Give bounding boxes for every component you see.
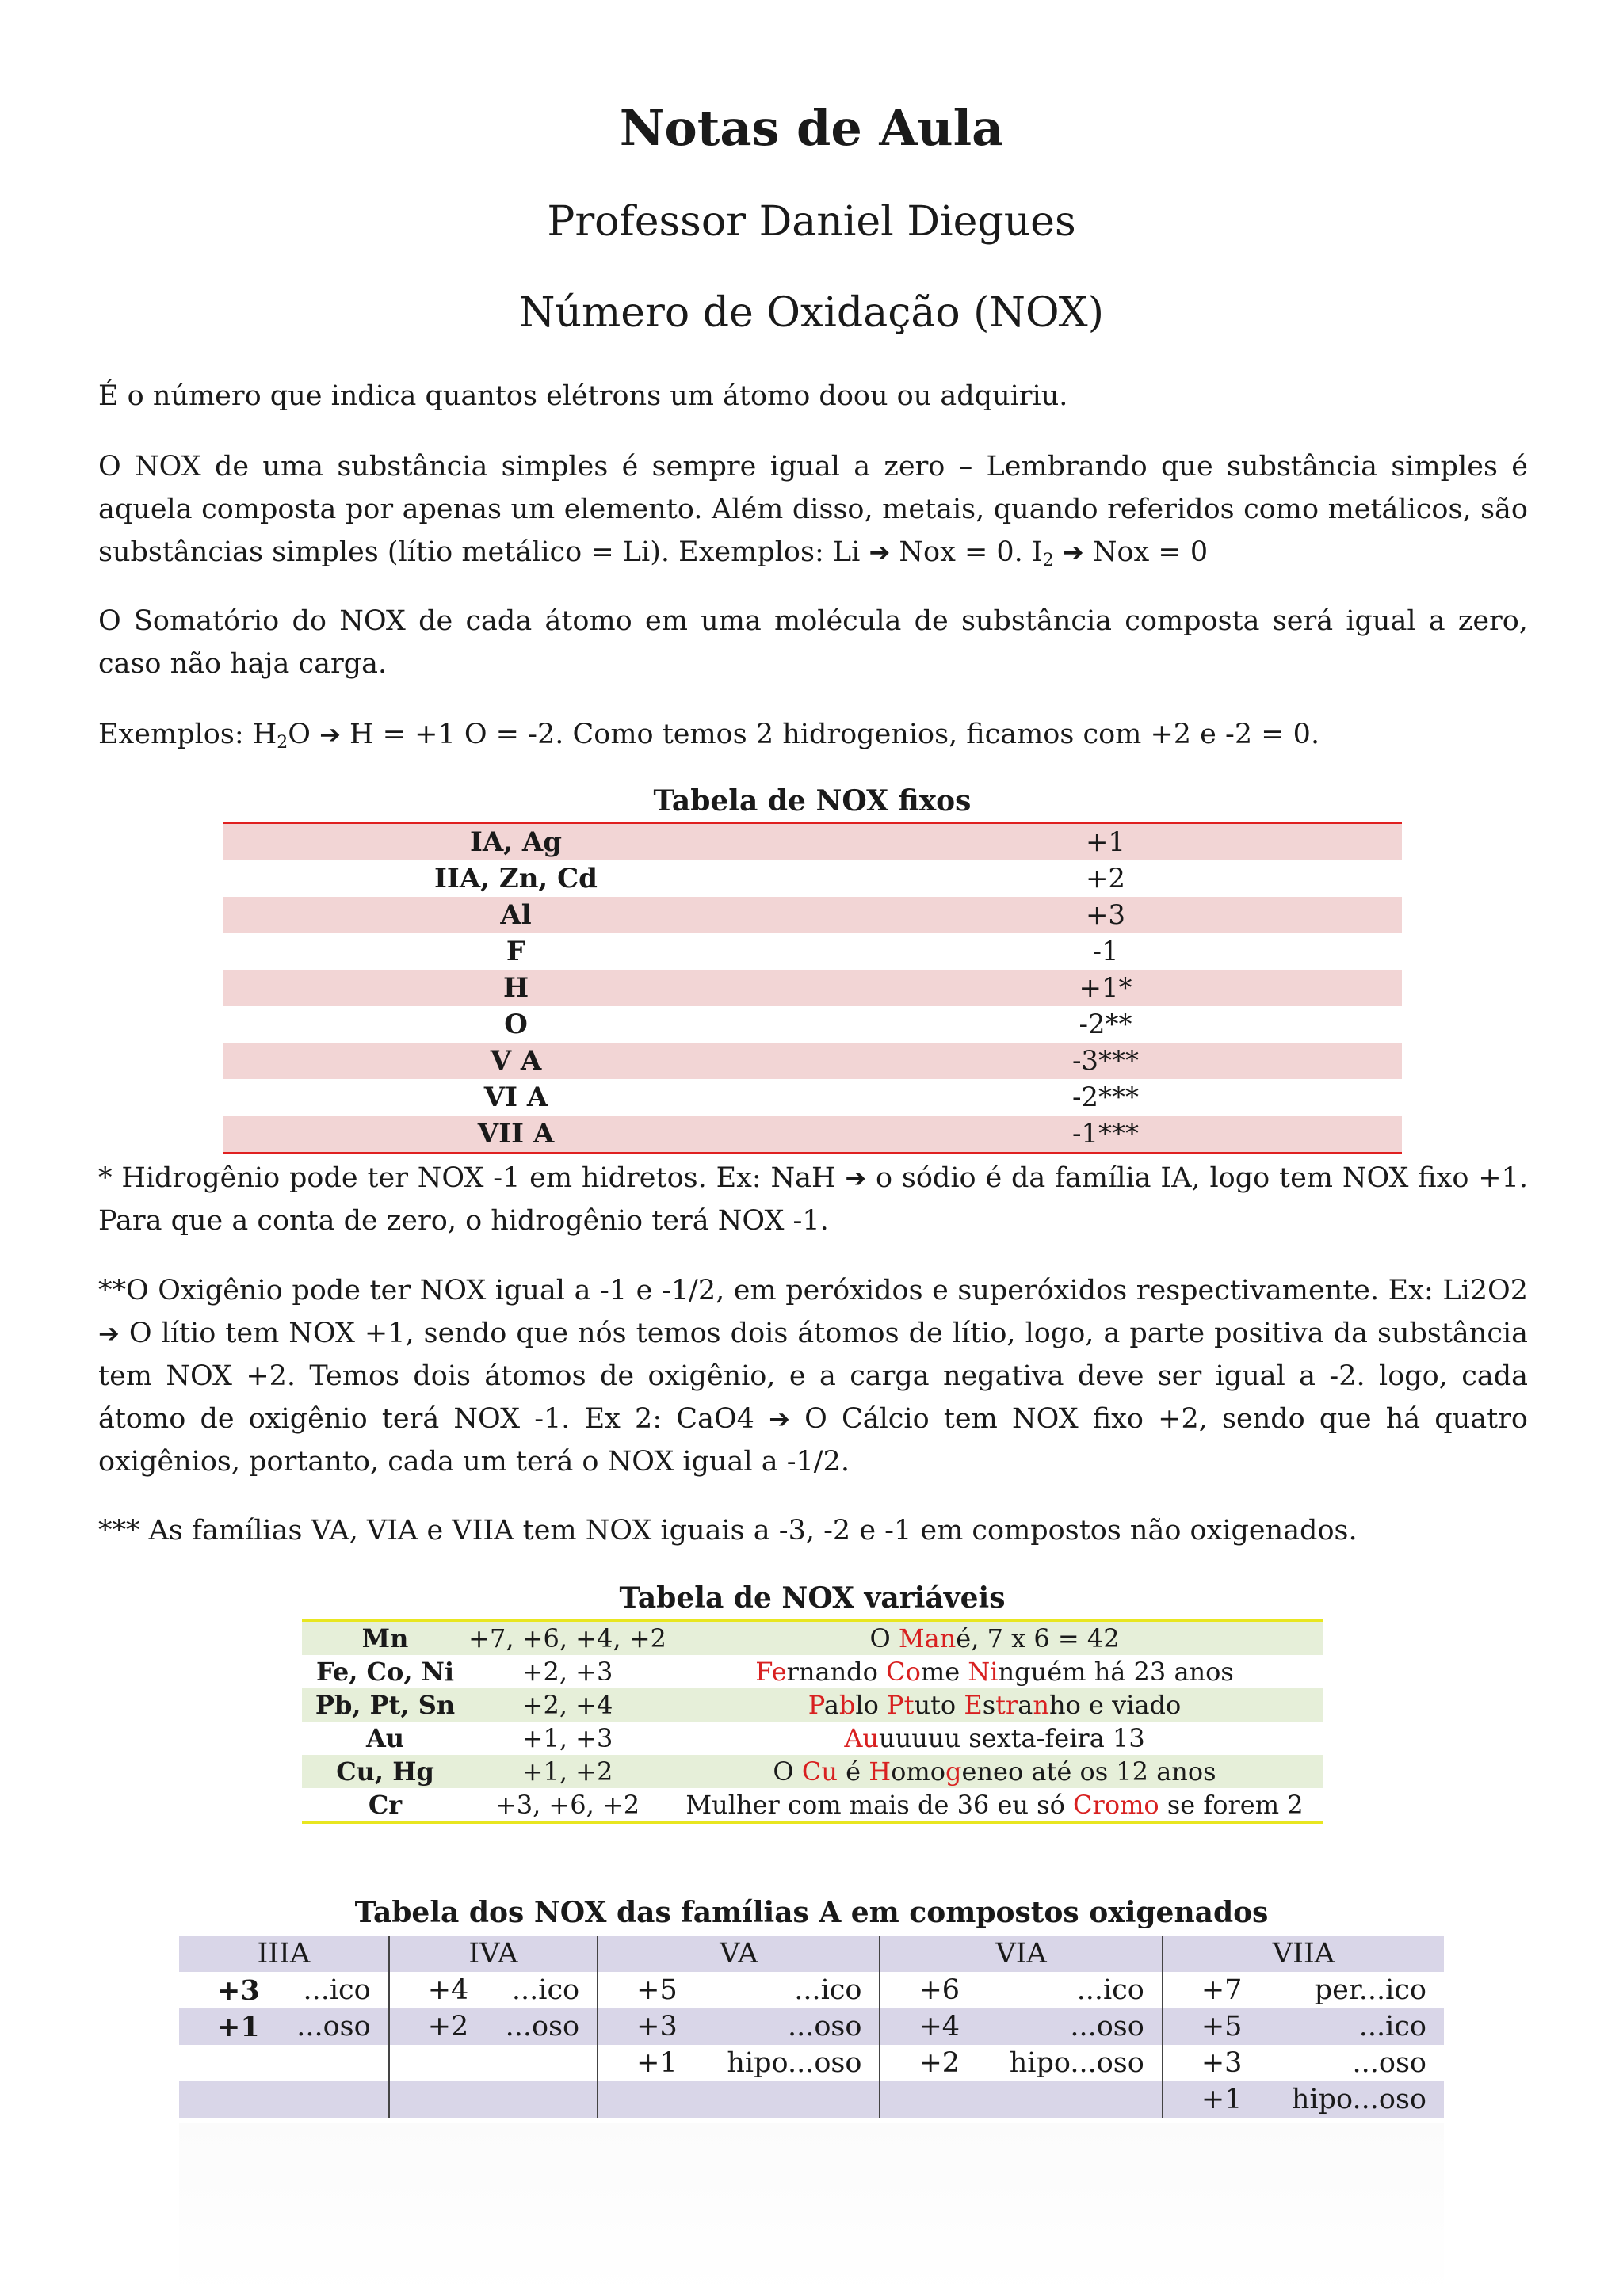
family-nox: +6 (918, 1974, 960, 2006)
family-cell (1163, 2081, 1444, 2118)
fixed-table-row (223, 970, 1402, 1006)
mnemonic-part: E (964, 1690, 983, 1720)
families-table-row (179, 1972, 1444, 2008)
fixed-table-row (223, 823, 1402, 861)
family-nox: +2 (918, 2047, 960, 2079)
mnemonic-part: uto (914, 1690, 964, 1720)
fixed-group-cell: F (506, 936, 526, 967)
arrow-icon: ➔ (869, 537, 891, 567)
mnemonic-part: omo (891, 1756, 945, 1787)
family-cell (389, 2045, 598, 2081)
arrow-icon: ➔ (845, 1163, 867, 1193)
variable-table-row (302, 1688, 1323, 1722)
family-cell (179, 2081, 389, 2118)
mnemonic-part: lo (855, 1690, 888, 1720)
arrow-icon: ➔ (98, 1318, 120, 1348)
page-title: Notas de Aula (619, 99, 1004, 157)
mnemonic-part: é (837, 1756, 869, 1787)
mnemonic-part: Man (898, 1623, 957, 1653)
mnemonic-part: n (1033, 1690, 1049, 1720)
mnemonic-part: Ni (968, 1657, 999, 1687)
family-nox: +3 (1201, 2047, 1243, 2079)
fixed-table-row (223, 1079, 1402, 1116)
element-cell: Au (365, 1723, 405, 1753)
family-nox: +3 (636, 2011, 678, 2042)
mnemonic-part: Co (886, 1657, 921, 1687)
family-cell (880, 2081, 1162, 2118)
mnemonic-part: Cu (801, 1756, 838, 1787)
family-nox: +5 (636, 1974, 678, 2006)
mnemonic-part: uuuuu sexta-feira 13 (879, 1723, 1145, 1753)
family-suffix: per...ico (1314, 1974, 1426, 2006)
mnemonic-part: P (808, 1690, 824, 1720)
mnemonic-cell (666, 1655, 1323, 1688)
mnemonic-part: O (869, 1623, 899, 1653)
family-cell (389, 2008, 598, 2045)
mnemonic-part: tr (995, 1690, 1018, 1720)
element-cell: Cr (368, 1790, 403, 1820)
mnemonic-part: rnando (786, 1657, 887, 1687)
family-suffix: ...ico (1358, 2011, 1426, 2042)
fixed-table-caption: Tabela de NOX fixos (653, 784, 972, 818)
family-cell (1163, 2008, 1444, 2045)
family-cell (598, 2008, 880, 2045)
family-suffix: ...ico (511, 1974, 580, 2006)
family-nox: +1 (217, 2010, 260, 2043)
family-nox: +1 (636, 2047, 678, 2079)
paragraph-simple-substance: O NOX de uma substância simples é sempre igual a zero – Lembrando que substância simples é aquela composta por apenas um elemento. Além disso, metais, quando referidos como metálicos, são substâncias simples (lítio metálico = Li). Exemplos: Li ➔ Nox = 0. $I_2$ ➔ Nox = 0 (98, 451, 1528, 570)
arrow-icon: ➔ (319, 719, 341, 749)
family-nox: +3 (217, 1974, 260, 2007)
family-header-cell: VIA (880, 1936, 1162, 1972)
fixed-nox-cell: -2*** (1071, 1081, 1140, 1113)
mnemonic-part: Cromo (1073, 1790, 1159, 1820)
mnemonic-part: Pt (887, 1690, 915, 1720)
family-nox: +2 (427, 2011, 469, 2042)
mnemonic-part: nguém há 23 anos (998, 1657, 1234, 1687)
element-cell: Pb, Pt, Sn (302, 1688, 468, 1722)
fixed-nox-cell: -2** (1079, 1009, 1132, 1040)
fixed-table-row (223, 897, 1402, 933)
paragraph-sum-rule: O Somatório do NOX de cada átomo em uma molécula de substância composta será igual a zero, caso não haja carga. (98, 605, 1528, 680)
fixed-nox-cell: +1* (809, 970, 1402, 1006)
fixed-group-cell: Al (223, 897, 809, 933)
family-header-cell: VA (598, 1936, 880, 1972)
variable-nox-cell: +1, +2 (468, 1755, 666, 1788)
arrow-icon: ➔ (1062, 537, 1084, 567)
variable-table-row (302, 1755, 1323, 1788)
subject-title: Número de Oxidação (NOX) (518, 289, 1104, 337)
family-suffix: ...ico (794, 1974, 862, 2006)
element-cell: Fe, Co, Ni (315, 1657, 455, 1687)
variable-table-caption: Tabela de NOX variáveis (619, 1581, 1006, 1615)
fixed-group-cell: H (223, 970, 809, 1006)
family-suffix: ...oso (505, 2011, 580, 2042)
mnemonic-part: O (773, 1756, 802, 1787)
variable-table-row (302, 1655, 1323, 1688)
family-nox: +1 (1201, 2084, 1243, 2115)
mnemonic-part: s (982, 1690, 996, 1720)
fixed-nox-cell: -1 (1092, 936, 1119, 967)
family-cell (179, 2045, 389, 2081)
fixed-table-row (223, 1043, 1402, 1079)
families-table-row (179, 2081, 1444, 2118)
variable-table-row (302, 1788, 1323, 1823)
family-cell (179, 1972, 389, 2008)
family-suffix: ...oso (787, 2011, 862, 2042)
family-cell (880, 2045, 1162, 2081)
fixed-table-row (223, 860, 1402, 897)
paragraph-definition: É o número que indica quantos elétrons um átomo doou ou adquiriu. (98, 380, 1068, 412)
family-suffix: ...oso (296, 2011, 371, 2042)
family-nox: +4 (427, 1974, 469, 2006)
family-nox: +7 (1201, 1974, 1243, 2006)
families-table-row (179, 2008, 1444, 2045)
variable-nox-cell: +7, +6, +4, +2 (468, 1621, 666, 1656)
variable-table-row (302, 1722, 1323, 1755)
fixed-group-cell: VI A (483, 1081, 548, 1113)
family-cell (880, 2008, 1162, 2045)
mnemonic-part: é, 7 x 6 = 42 (956, 1623, 1120, 1653)
family-header-cell: VIIA (1163, 1936, 1444, 1972)
mnemonic-part: H (869, 1756, 892, 1787)
mnemonic-cell (666, 1788, 1323, 1823)
family-cell (179, 2008, 389, 2045)
element-cell: Cu, Hg (302, 1755, 468, 1788)
fixed-group-cell: V A (223, 1043, 809, 1079)
fixed-group-cell: VII A (223, 1116, 809, 1154)
mnemonic-part: Mulher com mais de 36 eu só (685, 1790, 1074, 1820)
fixed-nox-cell: -3*** (809, 1043, 1402, 1079)
mnemonic-part: me (920, 1657, 968, 1687)
families-table-row (179, 2045, 1444, 2081)
family-cell (389, 2081, 598, 2118)
fixed-nox-cell: +1 (809, 823, 1402, 861)
fixed-nox-table (223, 822, 1402, 1154)
note-oxygen: **O Oxigênio pode ter NOX igual a -1 e -1/2, em peróxidos e superóxidos respectivamente. Ex: Li2O2 ➔ O lítio tem NOX +1, sendo que nós temos dois átomos de lítio, logo, a parte positiva da substância tem NOX +2. Temos dois átomos de oxigênio, e a carga negativa deve ser igual a -2. logo, cada átomo de oxigênio terá NOX -1. Ex 2: CaO4 ➔ O Cálcio tem NOX fixo +2, sendo que há quatro oxigênios, portanto, cada um terá o NOX igual a -1/2. (98, 1275, 1528, 1478)
family-cell (598, 1972, 880, 2008)
mnemonic-part: a (823, 1690, 839, 1720)
fixed-nox-cell: -1*** (809, 1116, 1402, 1154)
family-nox: +5 (1201, 2011, 1243, 2042)
family-suffix: hipo...oso (1291, 2084, 1426, 2115)
family-cell (598, 2045, 880, 2081)
mnemonic-part: g (945, 1756, 962, 1787)
fixed-nox-cell: +3 (809, 897, 1402, 933)
family-suffix: ...ico (303, 1974, 371, 2006)
paragraph-example: Exemplos: $H_2O$ ➔ H = +1 O = -2. Como temos 2 hidrogenios, ficamos com +2 e -2 = 0. (98, 719, 1320, 753)
professor-name: Professor Daniel Diegues (547, 198, 1076, 246)
family-suffix: ...ico (1076, 1974, 1144, 2006)
family-suffix: hipo...oso (1009, 2047, 1144, 2079)
families-table-caption: Tabela dos NOX das famílias A em compostos oxigenados (354, 1896, 1269, 1929)
fixed-table-row (223, 1116, 1402, 1154)
note-hydrogen: * Hidrogênio pode ter NOX -1 em hidretos. Ex: NaH ➔ o sódio é da família IA, logo tem NOX fixo +1. Para que a conta de zero, o hidrogênio terá NOX -1. (98, 1162, 1529, 1237)
mnemonic-part: Au (844, 1723, 880, 1753)
families-nox-table (179, 1936, 1444, 2118)
variable-nox-cell: +3, +6, +2 (495, 1790, 640, 1820)
mnemonic-part: se forem 2 (1159, 1790, 1304, 1820)
variable-nox-cell: +2, +4 (468, 1688, 666, 1722)
family-header-cell: IVA (389, 1936, 598, 1972)
families-header-row (179, 1936, 1444, 1972)
fixed-group-cell: IIA, Zn, Cd (434, 863, 598, 894)
variable-nox-cell: +2, +3 (521, 1657, 613, 1687)
element-cell: Mn (302, 1621, 468, 1656)
mnemonic-cell (666, 1688, 1323, 1722)
bottom-shading (179, 2123, 1444, 2296)
mnemonic-cell (666, 1722, 1323, 1755)
family-cell (1163, 2045, 1444, 2081)
family-nox: +4 (918, 2011, 960, 2042)
mnemonic-cell (666, 1621, 1323, 1656)
family-suffix: hipo...oso (727, 2047, 862, 2079)
mnemonic-part: a (1018, 1690, 1033, 1720)
family-cell (598, 2081, 880, 2118)
family-cell (389, 1972, 598, 2008)
variable-nox-table (302, 1619, 1323, 1824)
note-families: *** As famílias VA, VIA e VIIA tem NOX iguais a -3, -2 e -1 em compostos não oxigenados. (98, 1515, 1358, 1547)
fixed-table-row (223, 933, 1402, 970)
fixed-group-cell: IA, Ag (223, 823, 809, 861)
fixed-group-cell: O (504, 1009, 528, 1040)
family-cell (1163, 1972, 1444, 2008)
family-suffix: ...oso (1352, 2047, 1426, 2079)
mnemonic-part: eneo até os 12 anos (961, 1756, 1216, 1787)
family-suffix: ...oso (1070, 2011, 1144, 2042)
variable-table-row (302, 1621, 1323, 1656)
family-header-cell: IIIA (179, 1936, 389, 1972)
variable-nox-cell: +1, +3 (521, 1723, 613, 1753)
fixed-table-row (223, 1006, 1402, 1043)
mnemonic-part: ho e viado (1048, 1690, 1182, 1720)
mnemonic-part: Fe (755, 1657, 787, 1687)
arrow-icon: ➔ (769, 1404, 790, 1434)
mnemonic-part: b (838, 1690, 856, 1720)
fixed-nox-cell: +2 (1085, 863, 1126, 894)
family-cell (880, 1972, 1162, 2008)
mnemonic-cell (666, 1755, 1323, 1788)
